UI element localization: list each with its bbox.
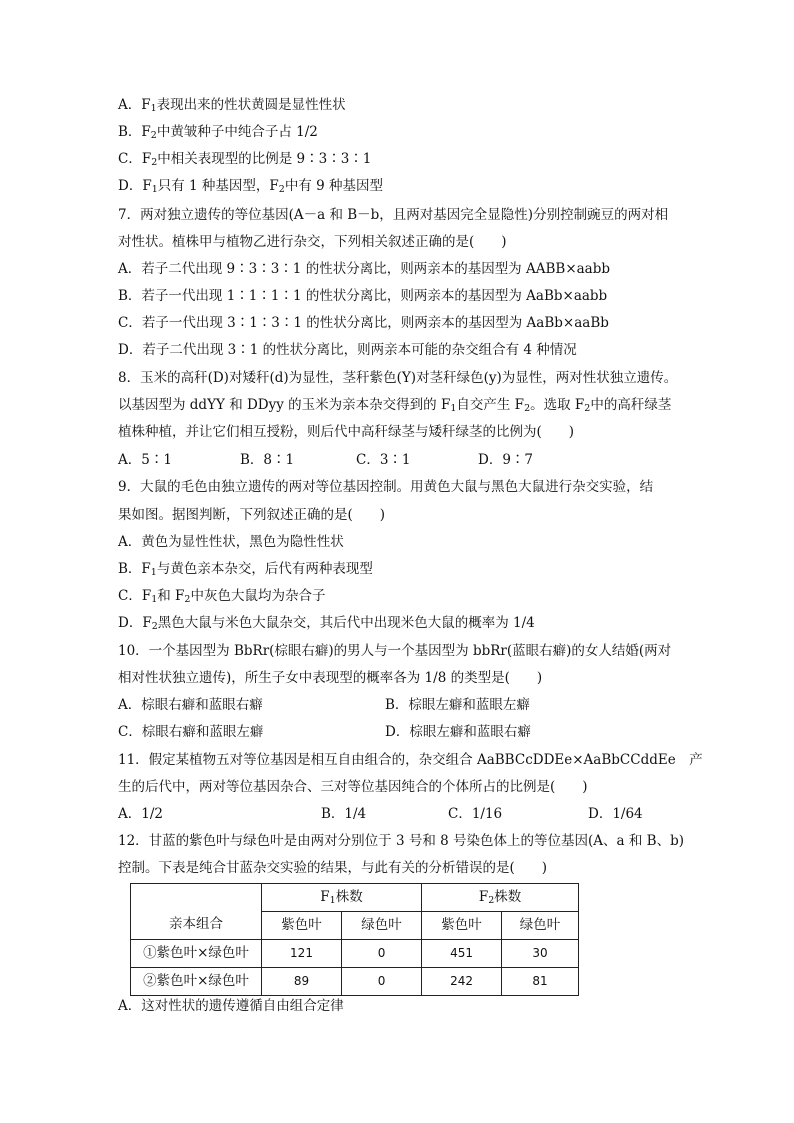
q7-stem-line-2: 对性状。植株甲与植物乙进行杂交，下列相关叙述正确的是( ) bbox=[118, 234, 507, 250]
q11-stem-line-1: 11．假定某植物五对等位基因是相互自由组合的，杂交组合 AaBBCcDDEe×AaBbCCddEe 产 bbox=[118, 752, 703, 768]
q8-stem-line-1: 8．玉米的高秆(D)对矮秆(d)为显性，茎秆紫色(Y)对茎秆绿色(y)为显性，两对性状独立遗传。 bbox=[118, 370, 678, 386]
q10-options-row-1 bbox=[118, 695, 678, 715]
row-2-f1-purple: 89 bbox=[262, 968, 342, 996]
subheader-f1-green: 绿色叶 bbox=[342, 912, 422, 940]
q10-option-d[interactable]: D．棕眼左癖和蓝眼右癖 bbox=[385, 724, 531, 740]
header-parent-combo: 亲本组合 bbox=[131, 884, 262, 940]
row-1-f2-purple: 451 bbox=[422, 940, 502, 968]
subheader-f2-green: 绿色叶 bbox=[502, 912, 579, 940]
header-f1-count: $F_1$株数 bbox=[262, 884, 422, 912]
subheader-f2-purple: 紫色叶 bbox=[422, 912, 502, 940]
table-row bbox=[131, 940, 579, 968]
q6-option-d[interactable]: D．$F_1$只有 1 种基因型，$F_2$中有 9 种基因型 bbox=[118, 178, 384, 195]
row-2-combo: ②紫色叶×绿色叶 bbox=[131, 968, 262, 996]
q12-stem-line-1: 12．甘蓝的紫色叶与绿色叶是由两对分别位于 3 号和 8 号染色体上的等位基因(A、a 和 B、b) bbox=[118, 833, 684, 849]
q10-stem-line-2: 相对性状独立遗传)，所生子女中表现型的概率各为 1/8 的类型是( ) bbox=[118, 670, 543, 686]
q8-option-d[interactable]: D．9∶7 bbox=[478, 452, 534, 468]
q6-option-a[interactable]: A．$F_1$表现出来的性状黄圆是显性性状 bbox=[118, 97, 346, 114]
q11-stem-line-2: 生的后代中，两对等位基因杂合、三对等位基因纯合的个体所占的比例是( ) bbox=[118, 779, 588, 795]
row-1-f2-green: 30 bbox=[502, 940, 579, 968]
q9-option-c[interactable]: C．$F_1$和 $F_2$中灰色大鼠均为杂合子 bbox=[118, 588, 326, 605]
q7-option-a[interactable]: A．若子二代出现 9∶3∶3∶1 的性状分离比，则两亲本的基因型为 AABB×aabb bbox=[118, 261, 611, 277]
q12-stem-line-2: 控制。下表是纯合甘蓝杂交实验的结果，与此有关的分析错误的是( ) bbox=[118, 860, 548, 876]
q8-stem-line-2: 以基因型为 ddYY 和 DDyy 的玉米为亲本杂交得到的 $F_1$自交产生 $F_2$。选取 $F_2$中的高秆绿茎 bbox=[118, 397, 672, 414]
q8-option-c[interactable]: C．3∶1 bbox=[356, 452, 411, 468]
q8-option-a[interactable]: A．5∶1 bbox=[118, 452, 172, 468]
q11-options-row bbox=[118, 804, 678, 824]
row-1-f1-green: 0 bbox=[342, 940, 422, 968]
q7-option-d[interactable]: D．若子二代出现 3∶1 的性状分离比，则两亲本可能的杂交组合有 4 种情况 bbox=[118, 342, 577, 358]
row-2-f1-green: 0 bbox=[342, 968, 422, 996]
q10-options-row-2 bbox=[118, 722, 678, 742]
cross-results-table bbox=[130, 883, 579, 996]
table-header-row bbox=[131, 884, 579, 912]
row-1-combo: ①紫色叶×绿色叶 bbox=[131, 940, 262, 968]
q6-option-c[interactable]: C．$F_2$中相关表现型的比例是 9∶3∶3∶1 bbox=[118, 151, 372, 168]
q8-options-row bbox=[118, 450, 678, 470]
q11-option-c[interactable]: C．1/16 bbox=[448, 806, 503, 822]
q8-stem-line-3: 植株种植，并让它们相互授粉，则后代中高秆绿茎与矮秆绿茎的比例为( ) bbox=[118, 424, 575, 440]
header-f2-count: $F_2$株数 bbox=[422, 884, 579, 912]
q7-stem-line-1: 7．两对独立遗传的等位基因(A－a 和 B－b，且两对基因完全显隐性)分别控制豌豆的两对相 bbox=[118, 207, 669, 223]
row-2-f2-purple: 242 bbox=[422, 968, 502, 996]
q9-stem-line-1: 9．大鼠的毛色由独立遗传的两对等位基因控制。用黄色大鼠与黑色大鼠进行杂交实验，结 bbox=[118, 479, 654, 495]
q12-option-a[interactable]: A．这对性状的遗传遵循自由组合定律 bbox=[118, 998, 344, 1014]
row-2-f2-green: 81 bbox=[502, 968, 579, 996]
row-1-f1-purple: 121 bbox=[262, 940, 342, 968]
q7-option-c[interactable]: C．若子一代出现 3∶1∶3∶1 的性状分离比，则两亲本的基因型为 AaBb×aaBb bbox=[118, 315, 609, 331]
q9-option-a[interactable]: A．黄色为显性性状，黑色为隐性性状 bbox=[118, 534, 344, 550]
q11-option-b[interactable]: B．1/4 bbox=[321, 806, 367, 822]
q10-option-c[interactable]: C．棕眼右癖和蓝眼左癖 bbox=[118, 724, 264, 740]
q11-option-a[interactable]: A．1/2 bbox=[118, 806, 163, 822]
q8-option-b[interactable]: B．8∶1 bbox=[240, 452, 295, 468]
q9-option-d[interactable]: D．$F_2$黑色大鼠与米色大鼠杂交，其后代中出现米色大鼠的概率为 1/4 bbox=[118, 615, 535, 632]
q11-option-d[interactable]: D．1/64 bbox=[588, 806, 643, 822]
q10-stem-line-1: 10．一个基因型为 BbRr(棕眼右癖)的男人与一个基因型为 bbRr(蓝眼右癖)的女人结婚(两对 bbox=[118, 643, 672, 659]
q6-option-b[interactable]: B．$F_2$中黄皱种子中纯合子占 1/2 bbox=[118, 124, 318, 141]
q7-option-b[interactable]: B．若子一代出现 1∶1∶1∶1 的性状分离比，则两亲本的基因型为 AaBb×aabb bbox=[118, 288, 608, 304]
q10-option-b[interactable]: B．棕眼左癖和蓝眼左癖 bbox=[385, 697, 530, 713]
subheader-f1-purple: 紫色叶 bbox=[262, 912, 342, 940]
q10-option-a[interactable]: A．棕眼右癖和蓝眼右癖 bbox=[118, 697, 263, 713]
q9-option-b[interactable]: B．$F_1$与黄色亲本杂交，后代有两种表现型 bbox=[118, 561, 373, 578]
q9-stem-line-2: 果如图。据图判断，下列叙述正确的是( ) bbox=[118, 507, 386, 523]
table-row bbox=[131, 968, 579, 996]
